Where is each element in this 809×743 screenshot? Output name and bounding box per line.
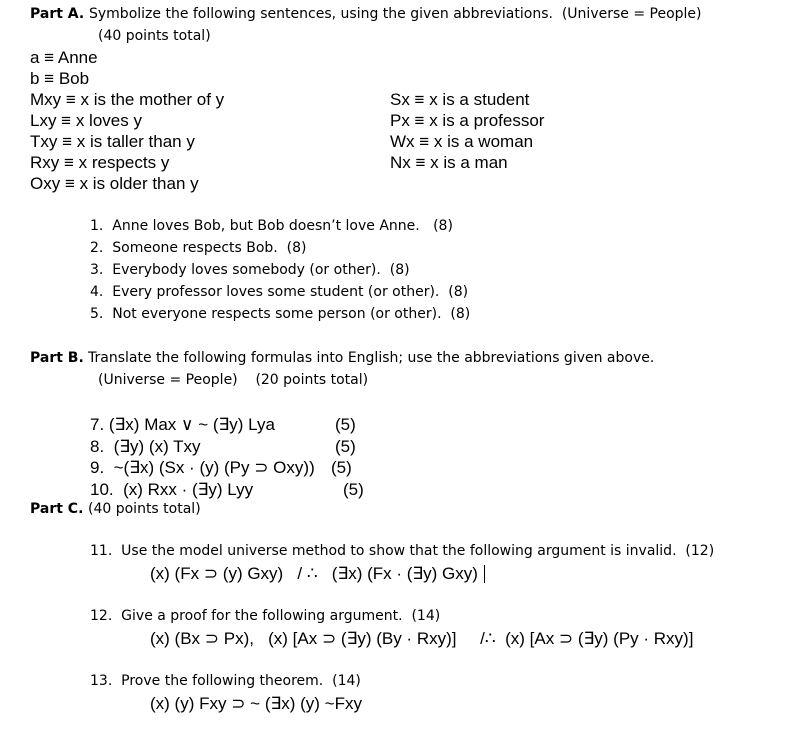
formula-item: 8. (∃y) (x) Txy	[90, 437, 201, 456]
formula-item: 10. (x) Rxx · (∃y) Lyy	[90, 480, 254, 499]
formula-score: (5)	[343, 480, 364, 499]
abbreviation: Rxy ≡ x respects y	[30, 153, 170, 172]
theorem-formula: (x) (y) Fxy ⊃ ~ (∃x) (y) ~Fxy	[150, 694, 362, 713]
part-b-instruction: Translate the following formulas into English; use the abbreviations given above.	[88, 350, 655, 366]
abbreviation: Nx ≡ x is a man	[390, 153, 508, 172]
abbreviation: Sx ≡ x is a student	[390, 90, 530, 109]
question-item: 5. Not everyone respects some person (or other). (8)	[90, 306, 471, 322]
formula-score: (5)	[335, 437, 356, 456]
abbreviation: Oxy ≡ x is older than y	[30, 174, 199, 193]
text-cursor	[484, 565, 485, 583]
question-item: 2. Someone respects Bob. (8)	[90, 240, 307, 256]
abbreviation: Lxy ≡ x loves y	[30, 111, 142, 130]
argument-formula: (x) (Fx ⊃ (y) Gxy) / ∴ (∃x) (Fx · (∃y) Gxy)	[150, 564, 478, 583]
question-item: 3. Everybody loves somebody (or other). (8)	[90, 262, 410, 278]
part-b-points: (Universe = People) (20 points total)	[98, 372, 369, 388]
abbreviation: b ≡ Bob	[30, 69, 90, 88]
part-a-points: (40 points total)	[98, 28, 211, 44]
formula-score: (5)	[331, 458, 352, 477]
part-c-points: (40 points total)	[88, 501, 201, 517]
question-item: 12. Give a proof for the following argument. (14)	[90, 608, 441, 624]
formula-item: 7. (∃x) Max ∨ ~ (∃y) Lya	[90, 415, 275, 434]
part-c-label: Part C.	[30, 501, 84, 517]
formula-item: 9. ~(∃x) (Sx · (y) (Py ⊃ Oxy))	[90, 458, 315, 477]
abbreviation: Txy ≡ x is taller than y	[30, 132, 195, 151]
question-item: 13. Prove the following theorem. (14)	[90, 673, 361, 689]
abbreviation: Px ≡ x is a professor	[390, 111, 545, 130]
question-item: 1. Anne loves Bob, but Bob doesn’t love Anne. (8)	[90, 218, 453, 234]
formula-score: (5)	[335, 415, 356, 434]
abbreviation: Wx ≡ x is a woman	[390, 132, 534, 151]
question-item: 4. Every professor loves some student (or other). (8)	[90, 284, 469, 300]
part-a-instruction: Symbolize the following sentences, using the given abbreviations. (Universe = People)	[89, 6, 702, 22]
part-a-label: Part A.	[30, 6, 85, 22]
abbreviation: Mxy ≡ x is the mother of y	[30, 90, 225, 109]
part-b-label: Part B.	[30, 350, 84, 366]
abbreviation: a ≡ Anne	[30, 48, 98, 67]
argument-formula: (x) (Bx ⊃ Px), (x) [Ax ⊃ (∃y) (By · Rxy)] /∴ (x) [Ax ⊃ (∃y) (Py · Rxy)]	[150, 629, 694, 648]
question-item: 11. Use the model universe method to show that the following argument is invalid. (12)	[90, 543, 715, 559]
